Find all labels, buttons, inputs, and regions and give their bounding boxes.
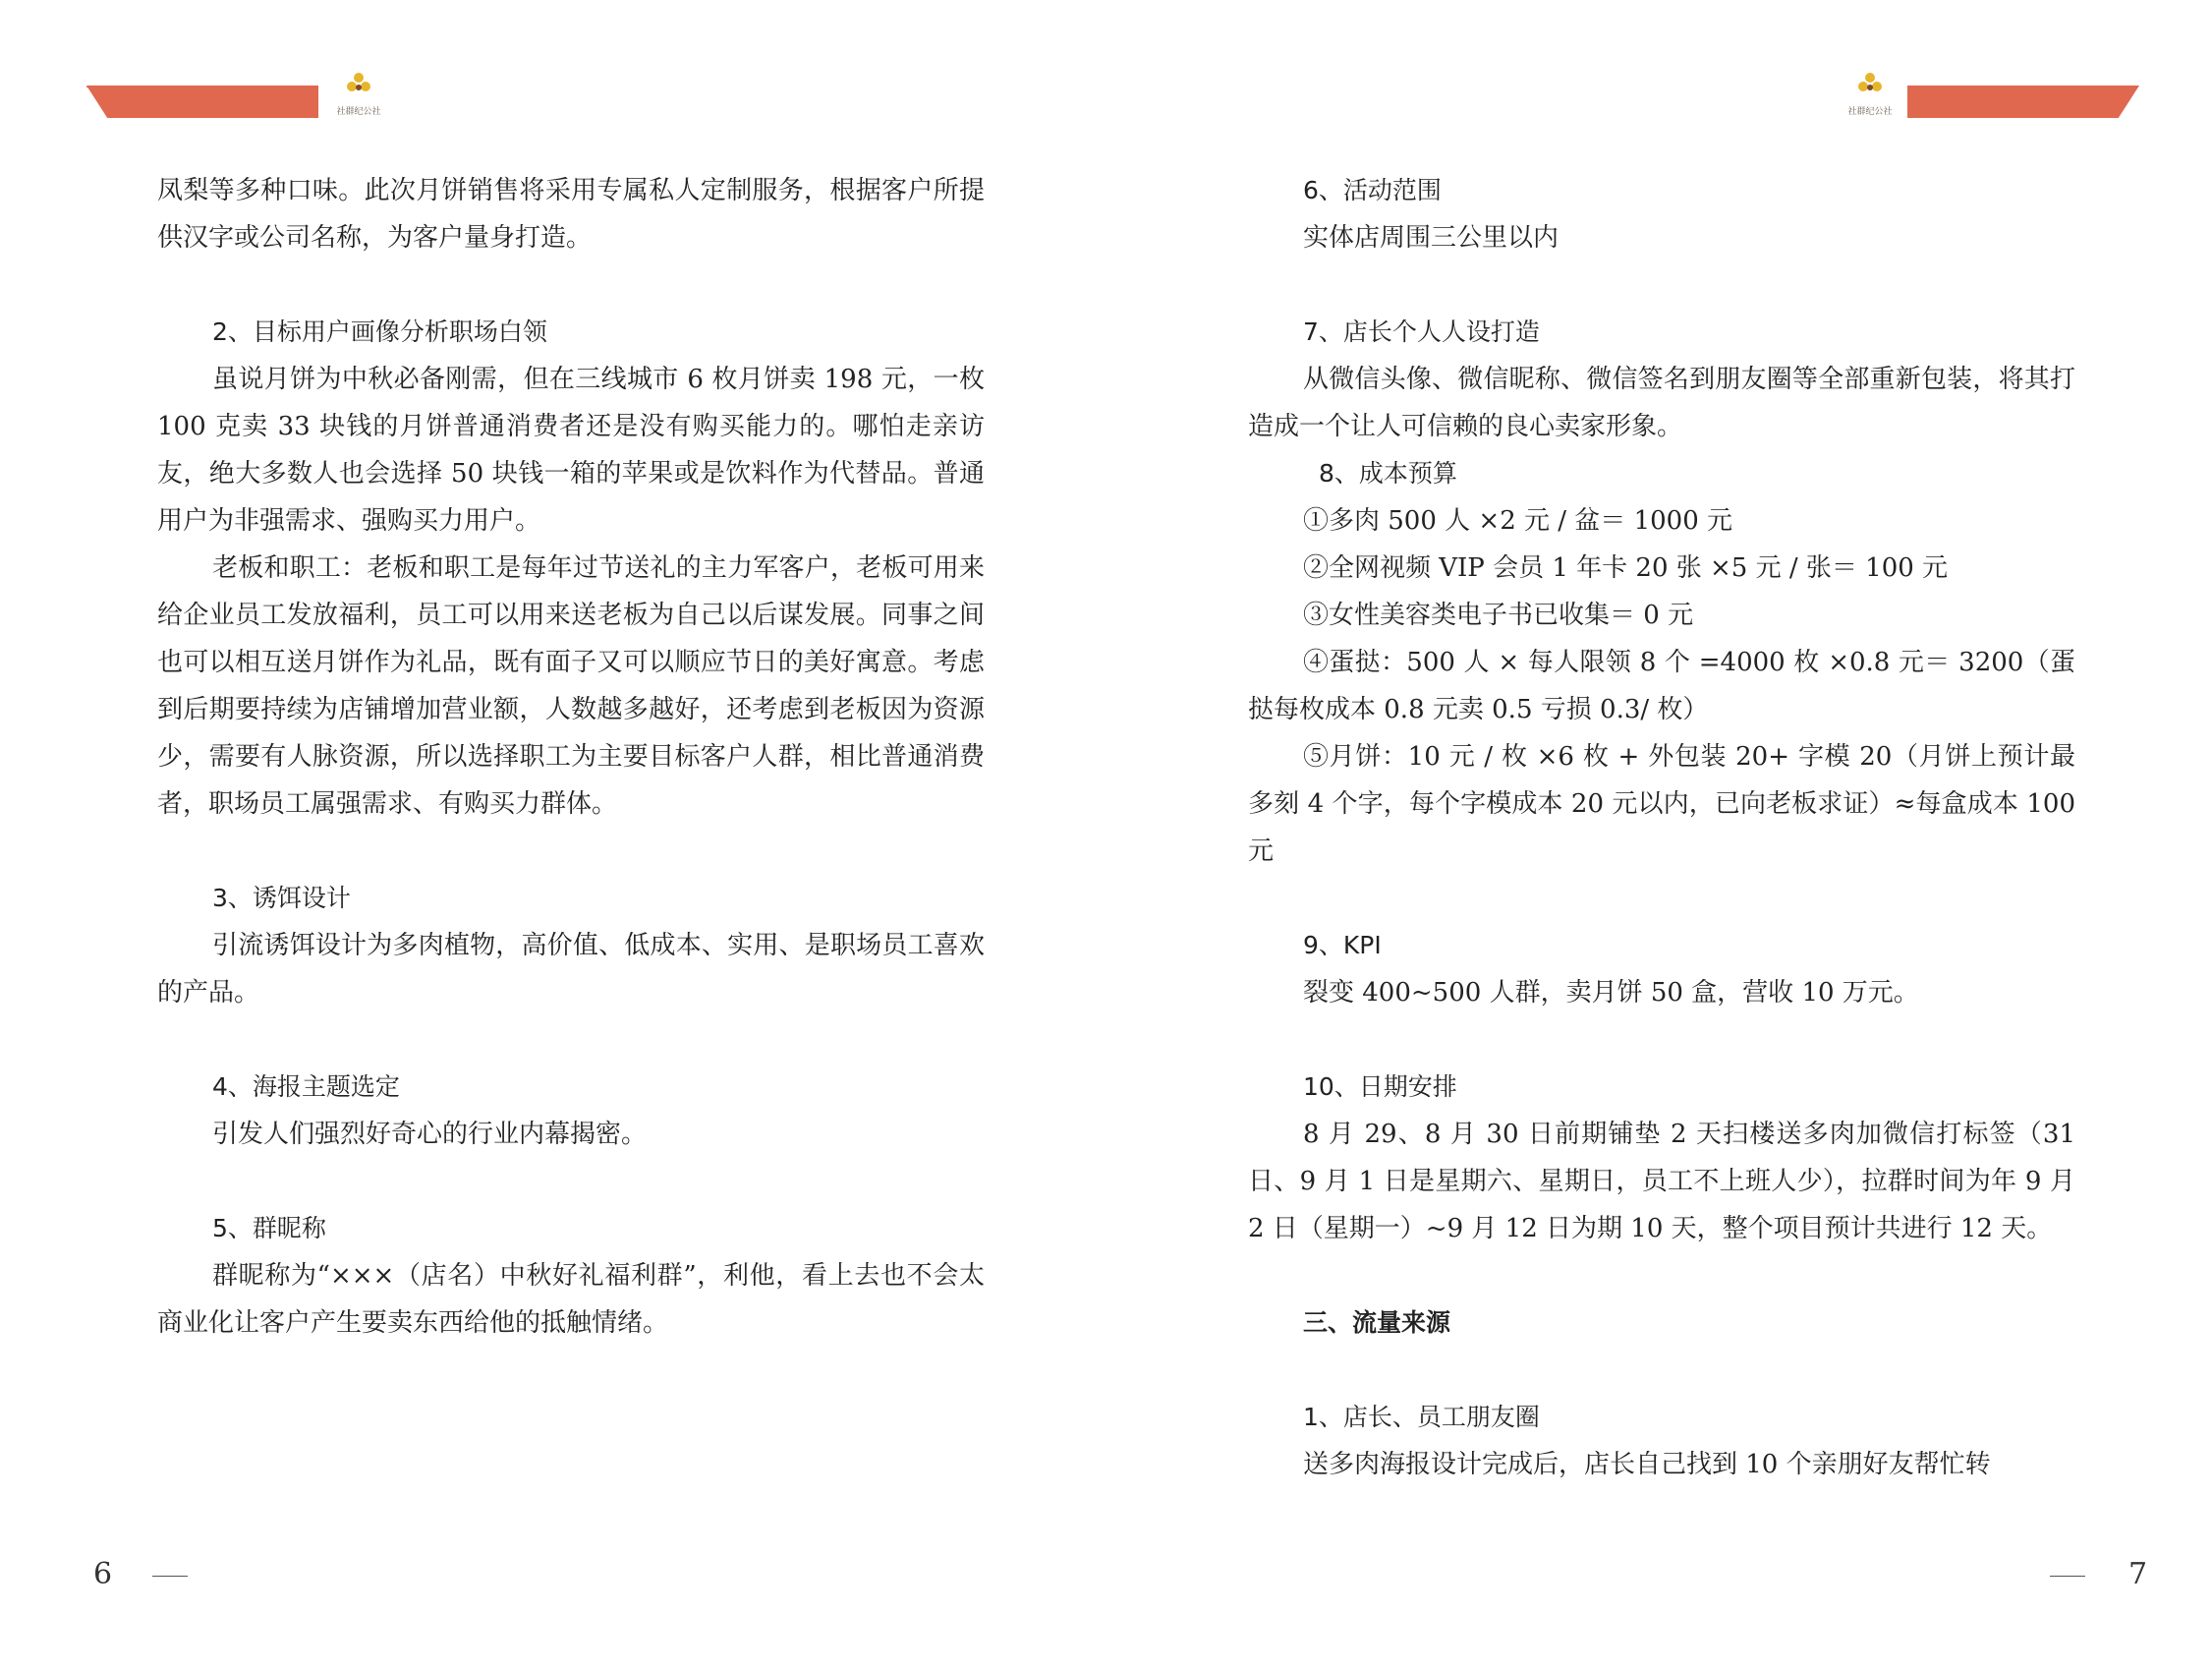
section-heading: 9、KPI	[1303, 931, 1382, 959]
header-banner	[86, 86, 318, 118]
body-paragraph: 送多肉海报设计完成后，店长自己找到 10 个亲朋好友帮忙转	[1303, 1450, 1991, 1479]
footer-dash	[152, 1576, 188, 1577]
body-paragraph: 引发人们强烈好奇心的行业内幕揭密。	[212, 1120, 648, 1149]
body-paragraph: 凤梨等多种口味。此次月饼销售将采用专属私人定制服务，根据客户所提供汉字或公司名称，为客户量身打造。	[157, 176, 985, 253]
paragraph-spacer	[1248, 261, 2075, 309]
paragraph-spacer	[1248, 1347, 2075, 1394]
section-heading: 5、群昵称	[212, 1214, 326, 1242]
brand-logo	[327, 73, 390, 120]
body-paragraph: 虽说月饼为中秋必备刚需，但在三线城市 6 枚月饼卖 198 元，一枚 100 克卖 33 块钱的月饼普通消费者还是没有购买能力的。哪怕走亲访友，绝大多数人也会选择 50 块钱一箱的苹果或是饮料作为代替品。普通用户为非强需求、强购买力用户。	[157, 365, 985, 536]
section-heading: 4、海报主题选定	[212, 1072, 400, 1101]
flower-logo-icon	[347, 73, 370, 96]
page-number: 7	[2128, 1557, 2148, 1591]
section-heading: 6、活动范围	[1303, 176, 1442, 204]
body-paragraph: ④蛋挞：500 人 × 每人限领 8 个 =4000 枚 ×0.8 元＝ 3200（蛋挞每枚成本 0.8 元卖 0.5 亏损 0.3/ 枚）	[1248, 648, 2075, 724]
body-paragraph: 8 月 29、8 月 30 日前期铺垫 2 天扫楼送多肉加微信打标签（31 日、9 月 1 日是星期六、星期日，员工不上班人少），拉群时间为年 9 月 2 日（星期一）~9 月 12 日为期 10 天，整个项目预计共进行 12 天。	[1248, 1120, 2075, 1243]
body-paragraph: ①多肉 500 人 ×2 元 / 盆＝ 1000 元	[1303, 506, 1732, 536]
section-heading: 10、日期安排	[1303, 1072, 1457, 1101]
page-number: 6	[93, 1557, 113, 1591]
logo-text: 社群纪公社	[336, 107, 381, 117]
paragraph-spacer	[157, 261, 985, 309]
paragraph-spacer	[1248, 1016, 2075, 1064]
section-heading: 1、店长、员工朋友圈	[1303, 1403, 1540, 1431]
paragraph-spacer	[157, 828, 985, 875]
left-page-content	[157, 167, 985, 1347]
body-paragraph: 老板和职工：老板和职工是每年过节送礼的主力军客户，老板可用来给企业员工发放福利，员工可以用来送老板为自己以后谋发展。同事之间也可以相互送月饼作为礼品，既有面子又可以顺应节日的美好寓意。考虑到后期要持续为店铺增加营业额，人数越多越好，还考虑到老板因为资源少，需要有人脉资源，所以选择职工为主要目标客户人群，相比普通消费者，职场员工属强需求、有购买力群体。	[157, 553, 985, 819]
footer-dash	[2050, 1576, 2085, 1577]
body-paragraph: 裂变 400~500 人群，卖月饼 50 盒，营收 10 万元。	[1303, 978, 1919, 1008]
paragraph-spacer	[1248, 1252, 2075, 1299]
section-heading: 3、诱饵设计	[212, 884, 351, 912]
body-paragraph: ②全网视频 VIP 会员 1 年卡 20 张 ×5 元 / 张＝ 100 元	[1303, 553, 1949, 583]
section-heading: 8、成本预算	[1319, 459, 1457, 488]
section-heading: 2、目标用户画像分析职场白领	[212, 317, 547, 346]
paragraph-spacer	[157, 1158, 985, 1205]
body-paragraph: 实体店周围三公里以内	[1303, 223, 1560, 253]
paragraph-spacer	[157, 1016, 985, 1064]
body-paragraph: 引流诱饵设计为多肉植物，高价值、低成本、实用、是职场员工喜欢的产品。	[157, 931, 985, 1008]
body-paragraph: 从微信头像、微信昵称、微信签名到朋友圈等全部重新包装，将其打造成一个让人可信赖的良心卖家形象。	[1248, 365, 2075, 441]
chapter-heading: 三、流量来源	[1303, 1308, 1451, 1337]
paragraph-spacer	[1248, 875, 2075, 922]
logo-text: 社群纪公社	[1847, 107, 1893, 117]
flower-logo-icon	[1858, 73, 1882, 96]
right-page	[1106, 0, 2212, 1671]
header-banner	[1907, 86, 2139, 118]
right-page-content	[1248, 167, 2075, 1488]
brand-logo	[1839, 73, 1901, 120]
section-heading: 7、店长个人人设打造	[1303, 317, 1540, 346]
body-paragraph: ⑤月饼：10 元 / 枚 ×6 枚 + 外包装 20+ 字模 20（月饼上预计最多刻 4 个字，每个字模成本 20 元以内，已向老板求证）≈每盒成本 100 元	[1248, 742, 2075, 866]
body-paragraph: 群昵称为“×××（店名）中秋好礼福利群”，利他，看上去也不会太商业化让客户产生要卖东西给他的抵触情绪。	[157, 1261, 985, 1338]
body-paragraph: ③女性美容类电子书已收集＝ 0 元	[1303, 601, 1694, 630]
